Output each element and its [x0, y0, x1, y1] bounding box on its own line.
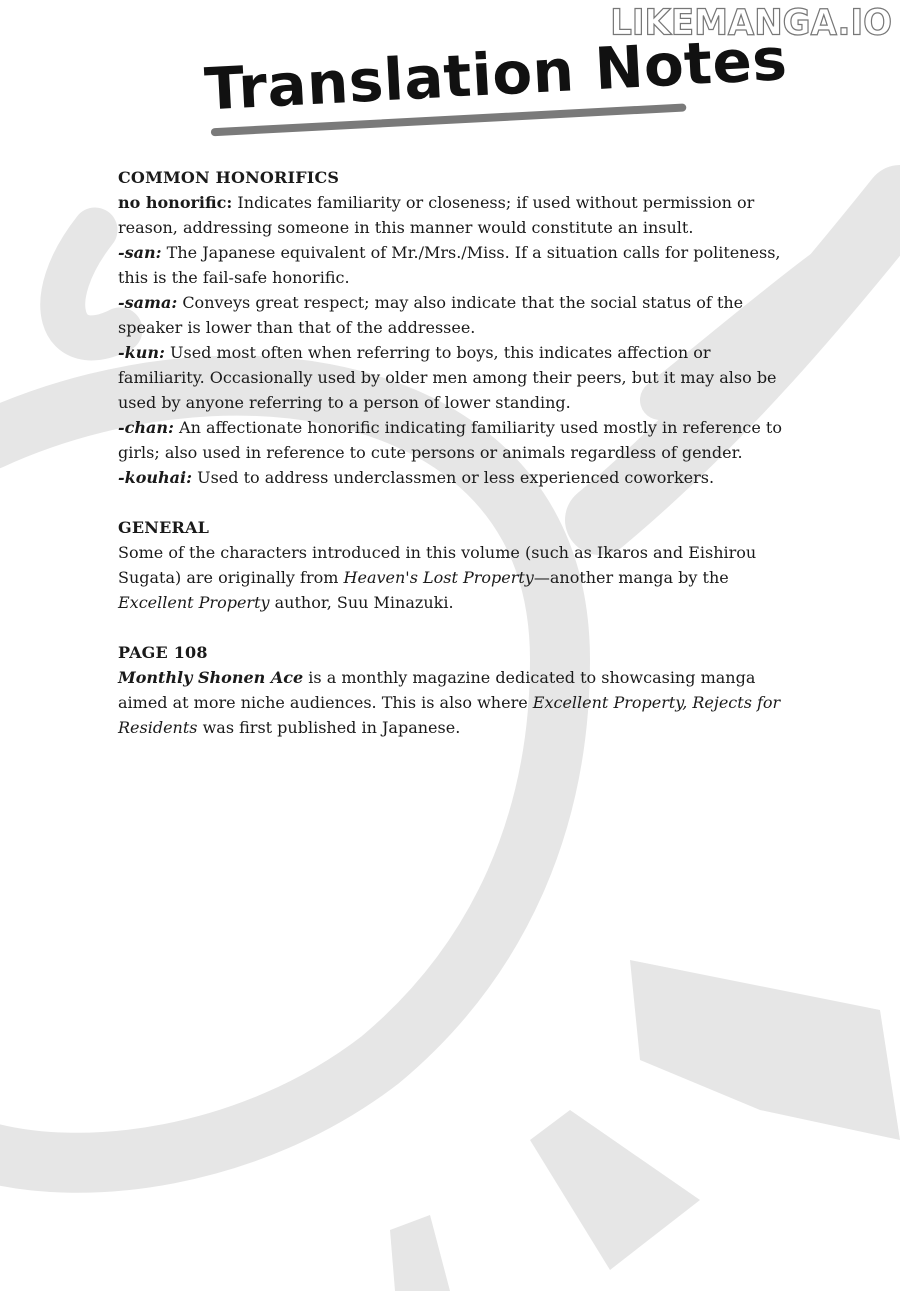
general-paragraph	[118, 540, 798, 615]
honorific-desc: Used to address underclassmen or less experienced coworkers.	[197, 468, 715, 487]
honorific-term: no honorific:	[118, 193, 233, 212]
honorific-desc: Conveys great respect; may also indicate that the social status of the speaker is lower than that of the addressee.	[118, 293, 744, 337]
honorific-term: -kun:	[118, 343, 165, 362]
honorific-entry	[118, 240, 798, 290]
general-text-3: author, Suu Minazuki.	[269, 593, 454, 612]
page108-title-monthly-shonen-ace: Monthly Shonen Ace	[118, 668, 304, 687]
honorific-desc: Indicates familiarity or closeness; if used without permission or reason, addressing someone in this manner would constitute an insult.	[118, 193, 755, 237]
general-title-heavens-lost-property: Heaven's Lost Property	[343, 568, 534, 587]
notes-content	[118, 165, 798, 765]
honorific-term: -kouhai:	[118, 468, 193, 487]
honorifics-section	[118, 165, 798, 490]
honorific-entry	[118, 340, 798, 415]
honorific-desc: The Japanese equivalent of Mr./Mrs./Miss. If a situation calls for politeness, this is the fail-safe honorific.	[118, 243, 781, 287]
page108-section	[118, 640, 798, 740]
honorific-term: -san:	[118, 243, 162, 262]
page108-title-excellent-property: Excellent Property, Rejects for Residents	[118, 693, 781, 737]
watermark-logo: LIKEMANGA.IO	[610, 2, 892, 44]
honorific-term: -chan:	[118, 418, 174, 437]
general-text-1: Some of the characters introduced in this volume (such as Ikaros and Eishirou Sugata) are originally from	[118, 543, 757, 587]
general-heading: GENERAL	[118, 518, 210, 537]
page108-text-2: was first published in Japanese.	[197, 718, 461, 737]
honorific-entry	[118, 290, 798, 340]
honorific-desc: Used most often when referring to boys, this indicates affection or familiarity. Occasionally used by older men among their peers, but it may also be used by anyone referring to a person of lower standing.	[118, 343, 777, 412]
honorifics-heading: COMMON HONORIFICS	[118, 168, 340, 187]
honorific-desc: An affectionate honorific indicating familiarity used mostly in reference to girls; also used in reference to cute persons or animals regardless of gender.	[118, 418, 782, 462]
page108-paragraph	[118, 665, 798, 740]
page108-text-1: is a monthly magazine dedicated to showcasing manga aimed at more niche audiences. This is also where	[118, 668, 756, 712]
page108-heading: PAGE 108	[118, 643, 208, 662]
honorific-entry	[118, 190, 798, 240]
general-title-excellent-property: Excellent Property	[118, 593, 270, 612]
honorific-entry	[118, 465, 798, 490]
honorific-entry	[118, 415, 798, 465]
page-title: Translation Notes	[202, 25, 789, 124]
general-text-2: —another manga by the	[533, 568, 729, 587]
general-section	[118, 515, 798, 615]
honorific-term: -sama:	[118, 293, 178, 312]
